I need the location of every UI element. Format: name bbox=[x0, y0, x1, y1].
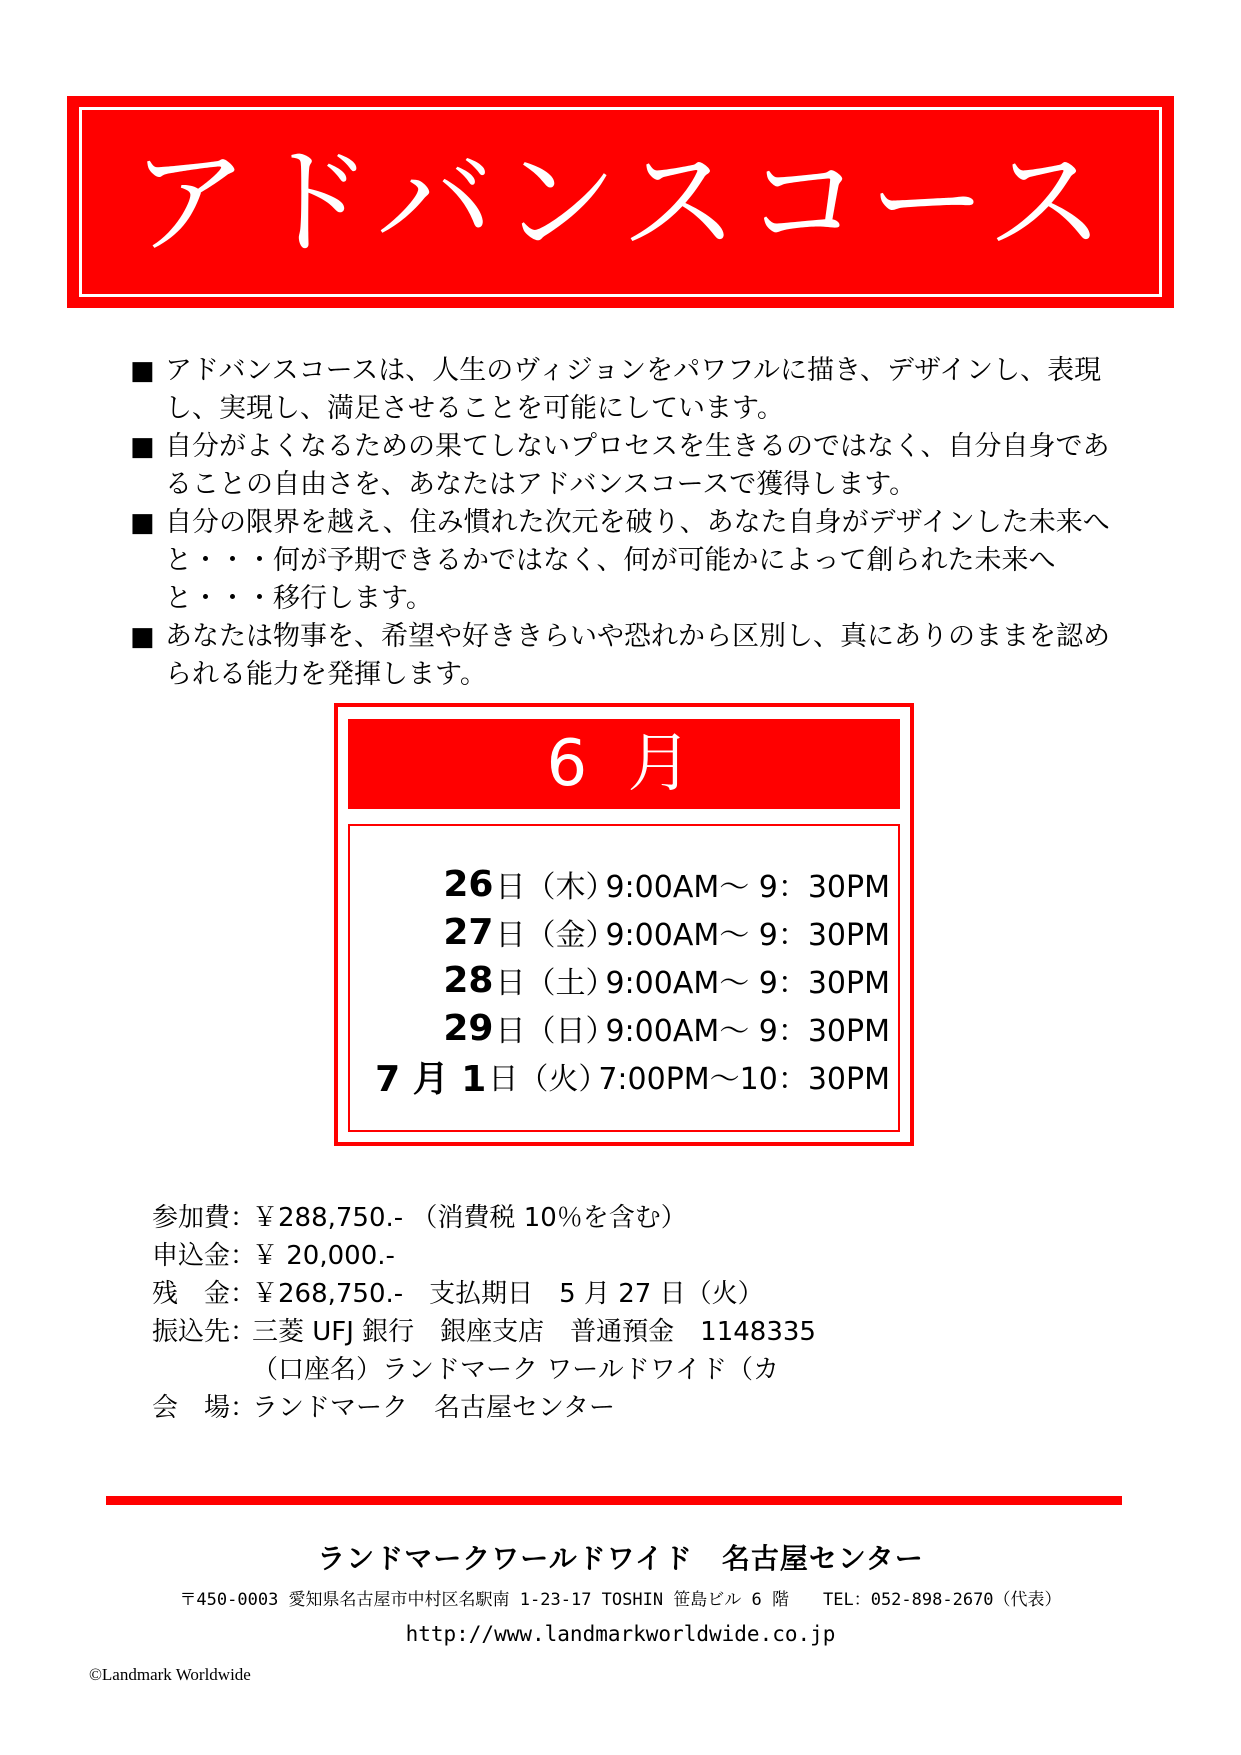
schedule-time: 9:00AM～ 9：30PM bbox=[605, 1014, 890, 1049]
list-item-text: 自分の限界を越え、住み慣れた次元を破り、あなた自身がデザインした未来へと・・・何が予期できるかではなく、何が可能かによって創られた未来へと・・・移行します。 bbox=[165, 507, 1110, 614]
info-label bbox=[152, 1351, 252, 1389]
schedule-row bbox=[350, 1004, 890, 1052]
schedule-date: 26 bbox=[443, 863, 494, 905]
schedule-time: 9:00AM～ 9：30PM bbox=[605, 918, 890, 953]
schedule-time: 9:00AM～ 9：30PM bbox=[605, 966, 890, 1001]
fee-info bbox=[152, 1199, 816, 1427]
info-row-balance bbox=[152, 1275, 816, 1313]
schedule-time: 9:00AM～ 9：30PM bbox=[605, 870, 890, 905]
schedule-row bbox=[350, 908, 890, 956]
page-title: アドバンスコース bbox=[130, 133, 1111, 271]
schedule-day: 日（日） bbox=[495, 1014, 616, 1049]
footer-center-name: ランドマークワールドワイド 名古屋センター bbox=[317, 1542, 924, 1575]
list-item-text: あなたは物事を、希望や好ききらいや恐れから区別し、真にありのままを認められる能力を発揮します。 bbox=[165, 621, 1110, 690]
footer-address: 〒450-0003 愛知県名古屋市中村区名駅南 1-23-17 TOSHIN 笹島ビル 6 階 TEL：052-898-2670（代表） bbox=[179, 1590, 1062, 1610]
info-value: ランドマーク 名古屋センター bbox=[252, 1393, 615, 1423]
list-item-text: 自分がよくなるための果てしないプロセスを生きるのではなく、自分自身であることの自由さを、あなたはアドバンスコースで獲得します。 bbox=[165, 431, 1110, 500]
copyright: ©Landmark Worldwide bbox=[89, 1665, 251, 1684]
schedule-date: 7 月 1 bbox=[375, 1058, 487, 1100]
info-value: ￥268,750.- 支払期日 5 月 27 日（火） bbox=[252, 1279, 764, 1309]
title-banner-frame bbox=[79, 107, 1162, 297]
schedule-row bbox=[350, 1052, 890, 1100]
schedule-box bbox=[334, 703, 914, 1146]
schedule-day: 日（金） bbox=[495, 918, 616, 953]
square-bullet-icon: ■ bbox=[130, 622, 155, 652]
info-label: 申込金： bbox=[152, 1241, 257, 1271]
list-item bbox=[130, 352, 1130, 428]
list-item bbox=[130, 504, 1130, 618]
info-label: 残 金： bbox=[152, 1279, 257, 1309]
info-value: （口座名）ランドマーク ワールドワイド（カ bbox=[252, 1355, 779, 1385]
info-row-deposit bbox=[152, 1237, 816, 1275]
list-item bbox=[130, 428, 1130, 504]
schedule-day: 日（土） bbox=[495, 966, 616, 1001]
info-value: ￥ 20,000.- bbox=[252, 1241, 395, 1271]
schedule-date: 29 bbox=[443, 1007, 494, 1049]
info-row-account-name bbox=[152, 1351, 816, 1389]
info-row-bank bbox=[152, 1313, 816, 1351]
title-banner bbox=[67, 96, 1174, 308]
info-value: 三菱 UFJ 銀行 銀座支店 普通預金 1148335 bbox=[252, 1317, 816, 1347]
month-heading: 6 月 bbox=[348, 719, 900, 809]
info-label: 会 場： bbox=[152, 1393, 257, 1423]
schedule-row bbox=[350, 956, 890, 1004]
schedule-table bbox=[350, 860, 890, 1100]
list-item-text: アドバンスコースは、人生のヴィジョンをパワフルに描き、デザインし、表現し、実現し、満足させることを可能にしています。 bbox=[165, 355, 1102, 424]
schedule-time: 7:00PM～10：30PM bbox=[598, 1062, 890, 1097]
schedule-frame bbox=[348, 824, 900, 1132]
info-label: 参加費： bbox=[152, 1203, 257, 1233]
info-row-venue bbox=[152, 1389, 816, 1427]
info-value: ￥288,750.- （消費税 10％を含む） bbox=[252, 1203, 687, 1233]
feature-list bbox=[130, 352, 1130, 694]
schedule-row bbox=[350, 860, 890, 908]
divider bbox=[106, 1496, 1122, 1505]
schedule-day: 日（火） bbox=[488, 1062, 609, 1097]
footer-url-link[interactable]: http://www.landmarkworldwide.co.jp bbox=[405, 1622, 836, 1646]
square-bullet-icon: ■ bbox=[130, 356, 155, 386]
list-item bbox=[130, 618, 1130, 694]
schedule-date: 27 bbox=[443, 911, 494, 953]
info-row-fee bbox=[152, 1199, 816, 1237]
square-bullet-icon: ■ bbox=[130, 432, 155, 462]
schedule-day: 日（木） bbox=[495, 870, 616, 905]
schedule-date: 28 bbox=[443, 959, 494, 1001]
info-label: 振込先： bbox=[152, 1317, 257, 1347]
square-bullet-icon: ■ bbox=[130, 508, 155, 538]
